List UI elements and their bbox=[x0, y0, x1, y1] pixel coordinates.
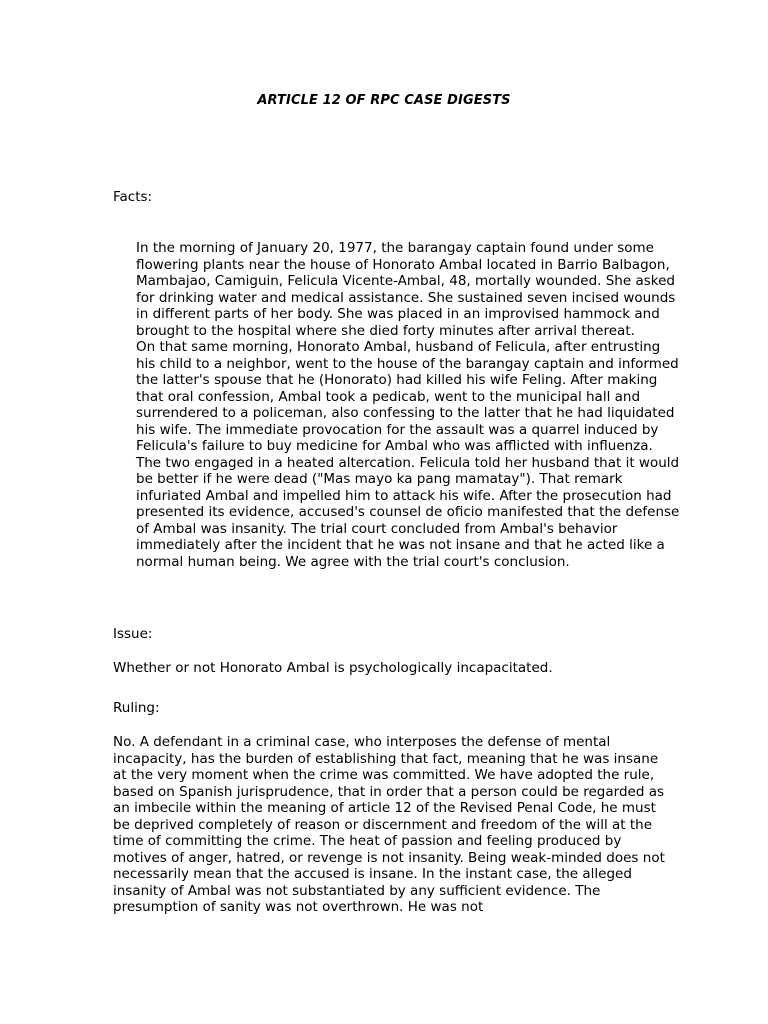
facts-paragraph: On that same morning, Honorato Ambal, husband of Felicula, after entrusting his child to a neighbor, went to the house of the barangay captain and informed the latter's spouse that he (Honorato) had killed his wife Feling. After making that oral confession, Ambal took a pedicab, went to the municipal hall and surrendered to a policeman, also confessing to the latter that he had liquidated his wife. The immediate provocation for the assault was a quarrel induced by Felicula's failure to buy medicine for Ambal who was afflicted with influenza. The two engaged in a heated altercation. Felicula told her husband that it would be better if he were dead ("Mas mayo ka pang mamatay"). That remark infuriated Ambal and impelled him to attack his wife. After the prosecution had presented its evidence, accused's counsel de oficio manifested that the defense of Ambal was insanity. The trial court concluded from Ambal's behavior immediately after the incident that he was not insane and that he acted like a normal human being. We agree with the trial court's conclusion. bbox=[136, 339, 680, 570]
issue-label: Issue: bbox=[113, 626, 153, 642]
ruling-body: No. A defendant in a criminal case, who interposes the defense of mental incapacity, has the burden of establishing that fact, meaning that he was insane at the very moment when the crime was committed. We have adopted the rule, based on Spanish jurisprudence, that in order that a person could be regarded as an imbecile within the meaning of article 12 of the Revised Penal Code, he must be deprived completely of reason or discernment and freedom of the will at the time of committing the crime. The heat of passion and feeling produced by motives of anger, hatred, or revenge is not insanity. Being weak-minded does not necessarily mean that the accused is insane. In the instant case, the alleged insanity of Ambal was not substantiated by any sufficient evidence. The presumption of sanity was not overthrown. He was not bbox=[113, 734, 665, 915]
facts-body bbox=[136, 240, 681, 570]
facts-paragraph: In the morning of January 20, 1977, the barangay captain found under some flowering plants near the house of Honorato Ambal located in Barrio Balbagon, Mambajao, Camiguin, Felicula Vicente-Ambal, 48, mortally wounded. She asked for drinking water and medical assistance. She sustained seven incised wounds in different parts of her body. She was placed in an improvised hammock and brought to the hospital where she died forty minutes after arrival thereat. bbox=[136, 240, 676, 339]
facts-label: Facts: bbox=[113, 189, 153, 205]
ruling-label: Ruling: bbox=[113, 700, 160, 716]
issue-body: Whether or not Honorato Ambal is psychologically incapacitated. bbox=[113, 660, 553, 676]
document-title: ARTICLE 12 OF RPC CASE DIGESTS bbox=[257, 93, 511, 108]
